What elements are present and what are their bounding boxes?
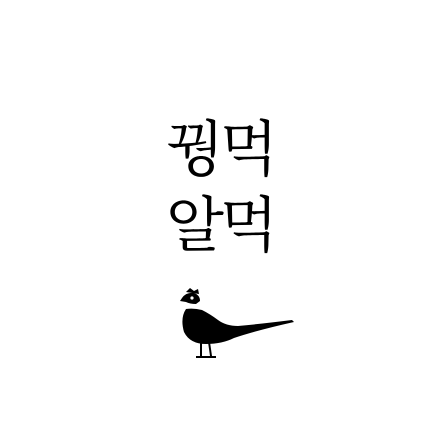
pheasant-feet: [196, 356, 216, 358]
pheasant-leg-right: [208, 342, 212, 356]
logo-line-1: 꿩먹: [166, 115, 274, 185]
pheasant-neck-ring: [188, 305, 198, 308]
logo-line-2: 알먹: [166, 191, 274, 261]
pheasant-icon: [172, 288, 296, 360]
pheasant-leg-left: [200, 342, 202, 356]
logo-wordmark: [150, 112, 290, 264]
pheasant-head: [180, 293, 200, 304]
pheasant-eye: [190, 296, 193, 299]
pheasant-body: [182, 309, 294, 344]
